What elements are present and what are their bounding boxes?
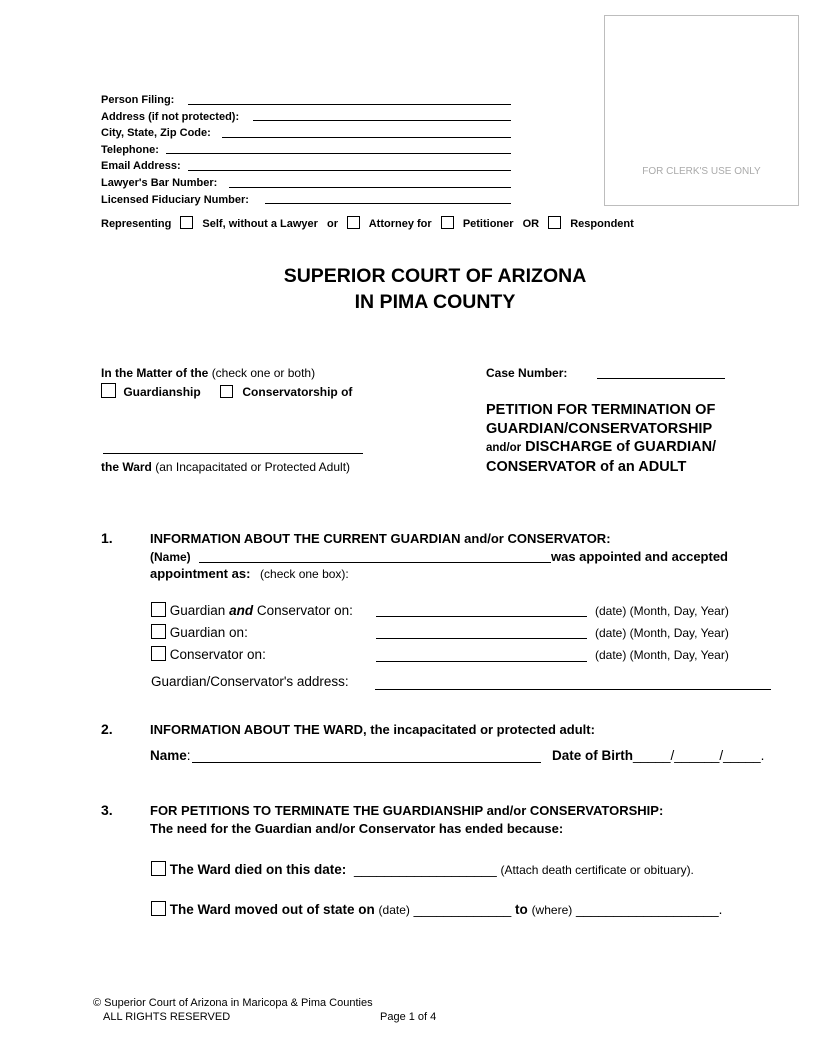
court-county: IN PIMA COUNTY <box>354 291 516 313</box>
dob-field[interactable]: _____/______/_____. <box>633 748 765 763</box>
dob-label: Date of Birth <box>552 748 633 763</box>
matter-prefix: In the Matter of the <box>101 366 209 380</box>
ward-moved-where-hint: (where) <box>531 903 573 917</box>
appointment-hint: (check one box): <box>260 567 349 581</box>
matter-options <box>101 383 352 399</box>
section2-heading: INFORMATION ABOUT THE WARD, the incapacitated or protected adult: <box>150 722 595 737</box>
petitioner-checkbox[interactable] <box>441 216 454 229</box>
guardian-checkbox[interactable] <box>151 624 166 639</box>
guardianship-checkbox[interactable] <box>101 383 116 398</box>
conservatorship-checkbox[interactable] <box>220 385 233 398</box>
ward-name-label: Name <box>150 748 187 763</box>
section1-number: 1. <box>101 530 113 546</box>
respondent-checkbox[interactable] <box>548 216 561 229</box>
self-label: Self, without a Lawyer <box>202 218 318 230</box>
ward-died-checkbox[interactable] <box>151 861 166 876</box>
conservator-label: Conservator on: <box>169 647 266 662</box>
bar-number-field[interactable] <box>229 187 511 188</box>
representing-row <box>101 216 640 230</box>
guardian-label: Guardian on: <box>169 625 248 640</box>
both-checkbox[interactable] <box>151 602 166 617</box>
both-date-hint: (date) (Month, Day, Year) <box>595 604 729 618</box>
footer-rights: ALL RIGHTS RESERVED <box>103 1011 231 1023</box>
conservator-date-field[interactable] <box>376 661 587 662</box>
address-field[interactable] <box>253 120 511 121</box>
both-date-field[interactable] <box>376 616 587 617</box>
or-label: or <box>327 218 339 230</box>
telephone-field[interactable] <box>166 153 511 154</box>
ward-died-date-field[interactable]: ___________________ <box>354 862 497 877</box>
attorney-checkbox[interactable] <box>347 216 360 229</box>
telephone-label: Telephone: <box>101 143 159 156</box>
ward-moved-row <box>151 901 722 917</box>
ward-hint: (an Incapacitated or Protected Adult) <box>155 460 351 474</box>
ward-died-label: The Ward died on this date: <box>169 862 347 877</box>
petition-title <box>486 401 716 476</box>
guardianship-label: Guardianship <box>123 385 201 399</box>
city-state-zip-field[interactable] <box>222 137 511 138</box>
petition-title-line3: DISCHARGE of GUARDIAN/ <box>525 439 717 455</box>
person-filing-label: Person Filing: <box>101 94 175 106</box>
petition-title-line4: CONSERVATOR of an ADULT <box>486 458 687 475</box>
section3-subheading: The need for the Guardian and/or Conservator has ended because: <box>150 821 564 836</box>
option-conservator <box>151 646 266 662</box>
petition-title-line1: PETITION FOR TERMINATION OF <box>486 402 716 418</box>
or-upper-label: OR <box>522 218 540 230</box>
guardian-address-label: Guardian/Conservator's address: <box>151 674 349 689</box>
section1-appointed: was appointed and accepted <box>551 549 728 564</box>
matter-hint: (check one or both) <box>211 366 316 380</box>
ward-moved-date-hint: (date) <box>378 903 410 917</box>
respondent-label: Respondent <box>570 218 634 230</box>
section3-number: 3. <box>101 802 113 818</box>
ward-name-colon: : <box>186 748 191 763</box>
guardian-address-field[interactable] <box>375 689 771 690</box>
ward-moved-label: The Ward moved out of state on <box>169 902 375 917</box>
matter-line <box>101 366 315 380</box>
both-label-and: and <box>229 603 254 618</box>
section3-heading: FOR PETITIONS TO TERMINATE THE GUARDIANSHIP and/or CONSERVATORSHIP: <box>150 803 664 818</box>
petition-title-andor: and/or <box>486 442 522 454</box>
footer-page: Page 1 of 4 <box>380 1011 437 1023</box>
ward-died-hint: (Attach death certificate or obituary). <box>500 863 694 877</box>
city-state-zip-label: City, State, Zip Code: <box>101 127 211 140</box>
person-filing-field[interactable] <box>188 104 511 105</box>
ward-label: the Ward <box>101 460 152 474</box>
conservator-checkbox[interactable] <box>151 646 166 661</box>
section1-heading: INFORMATION ABOUT THE CURRENT GUARDIAN and/or CONSERVATOR: <box>150 531 611 546</box>
option-both <box>151 602 353 618</box>
email-field[interactable] <box>188 170 511 171</box>
section1-appointment-line <box>150 566 349 581</box>
clerk-use-box <box>604 15 799 206</box>
dob-line <box>552 748 764 763</box>
guardian-date-field[interactable] <box>376 638 587 639</box>
fiduciary-number-label: Licensed Fiduciary Number: <box>101 193 249 206</box>
guardian-name-field[interactable] <box>199 562 551 563</box>
email-label: Email Address: <box>101 160 181 173</box>
conservatorship-label: Conservatorship of <box>242 385 353 399</box>
case-number-label: Case Number: <box>486 366 568 380</box>
court-title: SUPERIOR COURT OF ARIZONA <box>283 265 587 287</box>
both-label-a: Guardian <box>169 603 226 618</box>
appointment-as-label: appointment as: <box>150 566 251 581</box>
petition-title-line2: GUARDIAN/CONSERVATORSHIP <box>486 420 713 437</box>
clerk-use-label: FOR CLERK'S USE ONLY <box>642 166 761 177</box>
bar-number-label: Lawyer's Bar Number: <box>101 176 218 189</box>
ward-moved-date-field[interactable]: _____________ <box>413 902 512 917</box>
attorney-label: Attorney for <box>368 218 432 230</box>
case-number-field[interactable] <box>597 378 725 379</box>
ward-name-line <box>150 748 191 763</box>
conservator-date-hint: (date) (Month, Day, Year) <box>595 648 729 662</box>
address-label: Address (if not protected): <box>101 110 240 123</box>
ward-moved-where-field[interactable]: ___________________. <box>576 902 723 917</box>
both-label-b: Conservator on: <box>256 603 353 618</box>
fiduciary-number-field[interactable] <box>265 203 511 204</box>
footer-copyright: © Superior Court of Arizona in Maricopa & Pima Counties <box>93 997 373 1009</box>
ward-caption <box>101 460 350 474</box>
ward-name-input[interactable] <box>192 762 541 763</box>
ward-moved-checkbox[interactable] <box>151 901 166 916</box>
ward-died-row <box>151 861 694 877</box>
guardian-date-hint: (date) (Month, Day, Year) <box>595 626 729 640</box>
option-guardian <box>151 624 248 640</box>
section2-number: 2. <box>101 721 113 737</box>
petitioner-label: Petitioner <box>462 218 514 230</box>
self-checkbox[interactable] <box>180 216 193 229</box>
representing-label: Representing <box>101 218 172 230</box>
filer-info <box>101 92 249 208</box>
ward-moved-to: to <box>515 902 528 917</box>
ward-name-field[interactable] <box>103 453 363 454</box>
section1-name-label: (Name) <box>150 550 191 564</box>
